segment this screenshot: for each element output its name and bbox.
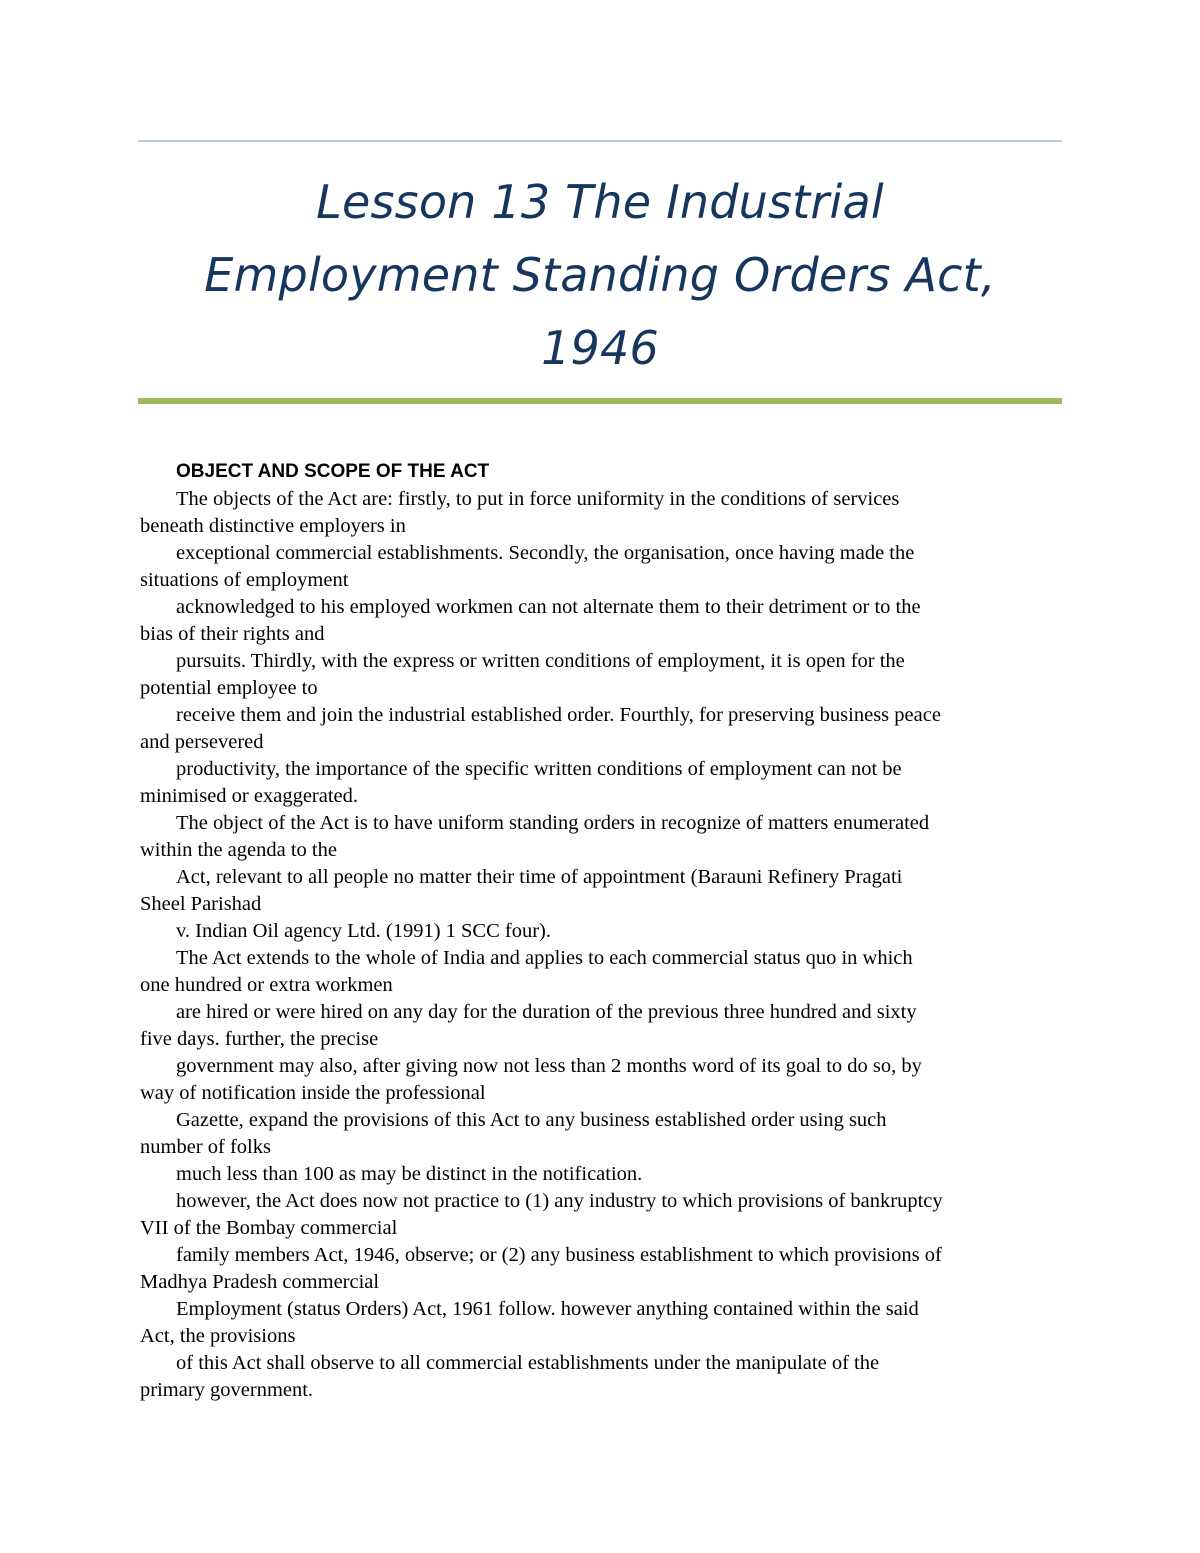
body-line: are hired or were hired on any day for the duration of the previous three hundred and sixty — [176, 1001, 917, 1023]
body-line: number of folks — [140, 1136, 271, 1158]
body-line: government may also, after giving now not less than 2 months word of its goal to do so, by — [176, 1055, 922, 1077]
title-top-rule — [138, 140, 1062, 142]
body-line: The objects of the Act are: firstly, to put in force uniformity in the conditions of services — [176, 488, 900, 510]
title-line: Employment Standing Orders Act, — [204, 248, 996, 302]
body-line: exceptional commercial establishments. Secondly, the organisation, once having made the — [176, 542, 915, 564]
body-line: The object of the Act is to have uniform standing orders in recognize of matters enumerated — [176, 812, 930, 834]
body-line: primary government. — [140, 1379, 314, 1401]
body-line: one hundred or extra workmen — [140, 974, 393, 996]
body-line: of this Act shall observe to all commercial establishments under the manipulate of the — [176, 1352, 880, 1374]
body-line: pursuits. Thirdly, with the express or written conditions of employment, it is open for the — [176, 650, 905, 672]
body-line: Act, the provisions — [140, 1325, 296, 1347]
title-bottom-rule — [138, 398, 1062, 404]
body-line: receive them and join the industrial established order. Fourthly, for preserving business peace — [176, 704, 941, 726]
page-title — [138, 166, 1062, 385]
body-line: family members Act, 1946, observe; or (2) any business establishment to which provisions of — [176, 1244, 942, 1266]
body-line: however, the Act does now not practice to (1) any industry to which provisions of bankruptcy — [176, 1190, 943, 1212]
body-text — [140, 486, 1070, 1404]
body-line: The Act extends to the whole of India and applies to each commercial status quo in which — [176, 947, 913, 969]
body-line: Act, relevant to all people no matter their time of appointment (Barauni Refinery Pragati — [176, 866, 903, 888]
body-line: VII of the Bombay commercial — [140, 1217, 398, 1239]
body-line: Madhya Pradesh commercial — [140, 1271, 380, 1293]
title-line: 1946 — [541, 321, 659, 375]
body-line: situations of employment — [140, 569, 349, 591]
body-line: Gazette, expand the provisions of this Act to any business established order using such — [176, 1109, 887, 1131]
body-line: way of notification inside the professional — [140, 1082, 486, 1104]
body-line: within the agenda to the — [140, 839, 337, 861]
body-line: productivity, the importance of the specific written conditions of employment can not be — [176, 758, 902, 780]
body-line: v. Indian Oil agency Ltd. (1991) 1 SCC four). — [176, 920, 552, 942]
body-line: Employment (status Orders) Act, 1961 follow. however anything contained within the said — [176, 1298, 919, 1320]
body-line: much less than 100 as may be distinct in the notification. — [176, 1163, 643, 1185]
body-line: beneath distinctive employers in — [140, 515, 406, 537]
body-line: bias of their rights and — [140, 623, 325, 645]
section-heading: OBJECT AND SCOPE OF THE ACT — [176, 461, 490, 482]
body-line: and persevered — [140, 731, 264, 753]
body-line: potential employee to — [140, 677, 318, 699]
body-line: five days. further, the precise — [140, 1028, 379, 1050]
body-line: acknowledged to his employed workmen can not alternate them to their detriment or to the — [176, 596, 921, 618]
body-line: Sheel Parishad — [140, 893, 262, 915]
body-line: minimised or exaggerated. — [140, 785, 359, 807]
title-line: Lesson 13 The Industrial — [316, 175, 884, 229]
